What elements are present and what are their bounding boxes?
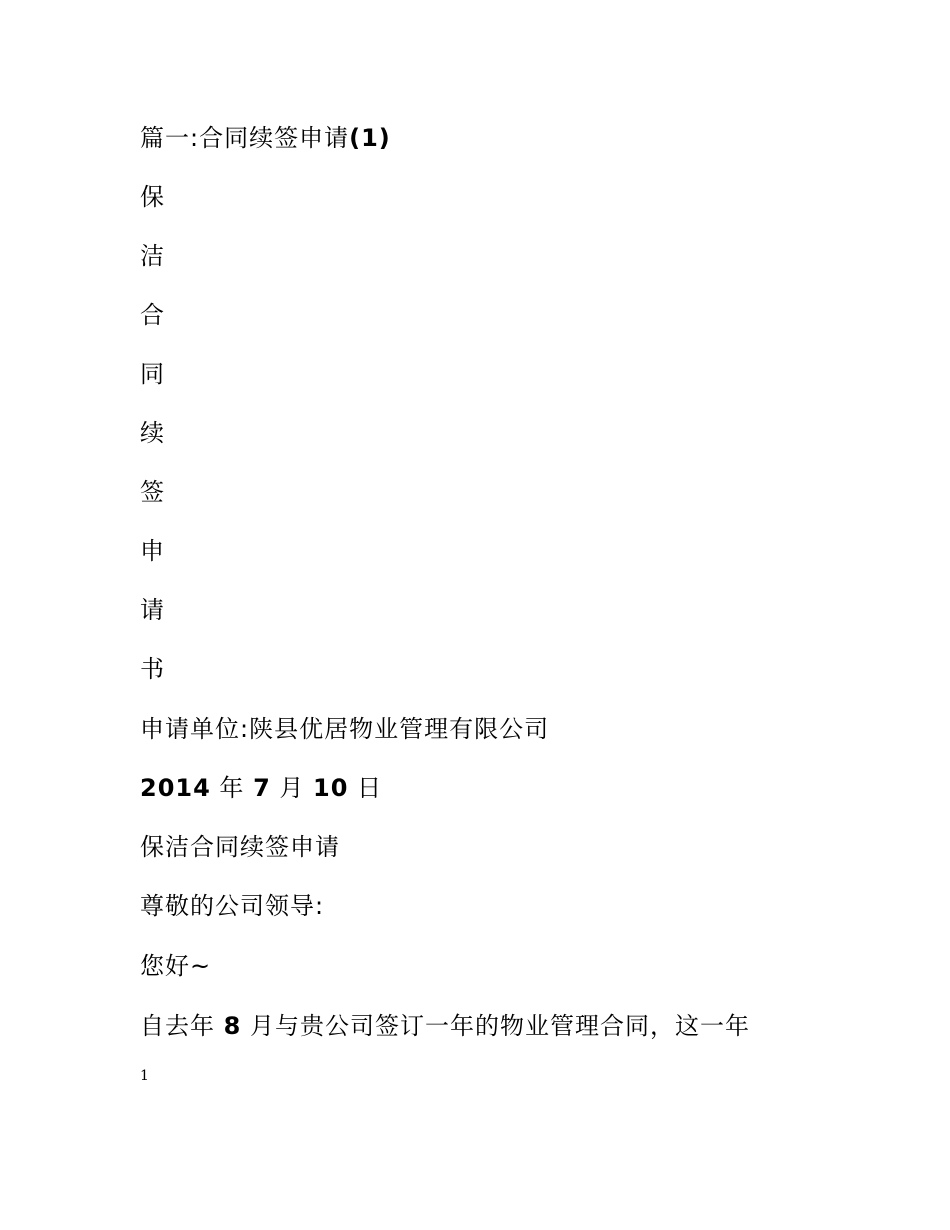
- date-day-unit: 日: [348, 774, 383, 802]
- applicant-line: 申请单位:陕县优居物业管理有限公司: [140, 715, 550, 743]
- cover-char: 保: [140, 183, 165, 211]
- heading-text: 篇一:合同续签申请: [140, 124, 350, 152]
- cover-char: 续: [140, 419, 165, 447]
- subtitle: 保洁合同续签申请: [140, 833, 340, 861]
- date-month-unit: 月: [270, 774, 314, 802]
- date-line: [140, 773, 382, 803]
- salutation: 尊敬的公司领导:: [140, 892, 325, 920]
- date-year-unit: 年: [210, 774, 254, 802]
- body-text-start: 自去年: [140, 1012, 224, 1040]
- date-month: 7: [253, 774, 271, 802]
- cover-char: 同: [140, 360, 165, 388]
- body-month-number: 8: [223, 1012, 242, 1040]
- cover-char: 申: [140, 537, 165, 565]
- page-number: 1: [140, 1068, 149, 1084]
- greeting: 您好~: [140, 952, 212, 980]
- cover-char: 书: [140, 655, 165, 683]
- body-paragraph: [140, 1011, 750, 1041]
- heading-number: (1): [349, 124, 391, 152]
- date-year: 2014: [140, 774, 211, 802]
- date-day: 10: [313, 774, 349, 802]
- cover-char: 合: [140, 301, 165, 329]
- cover-char: 洁: [140, 242, 165, 270]
- cover-char: 签: [140, 478, 165, 506]
- body-text-rest: 月与贵公司签订一年的物业管理合同，这一年: [241, 1012, 750, 1040]
- document-heading: [140, 123, 391, 153]
- cover-char: 请: [140, 596, 165, 624]
